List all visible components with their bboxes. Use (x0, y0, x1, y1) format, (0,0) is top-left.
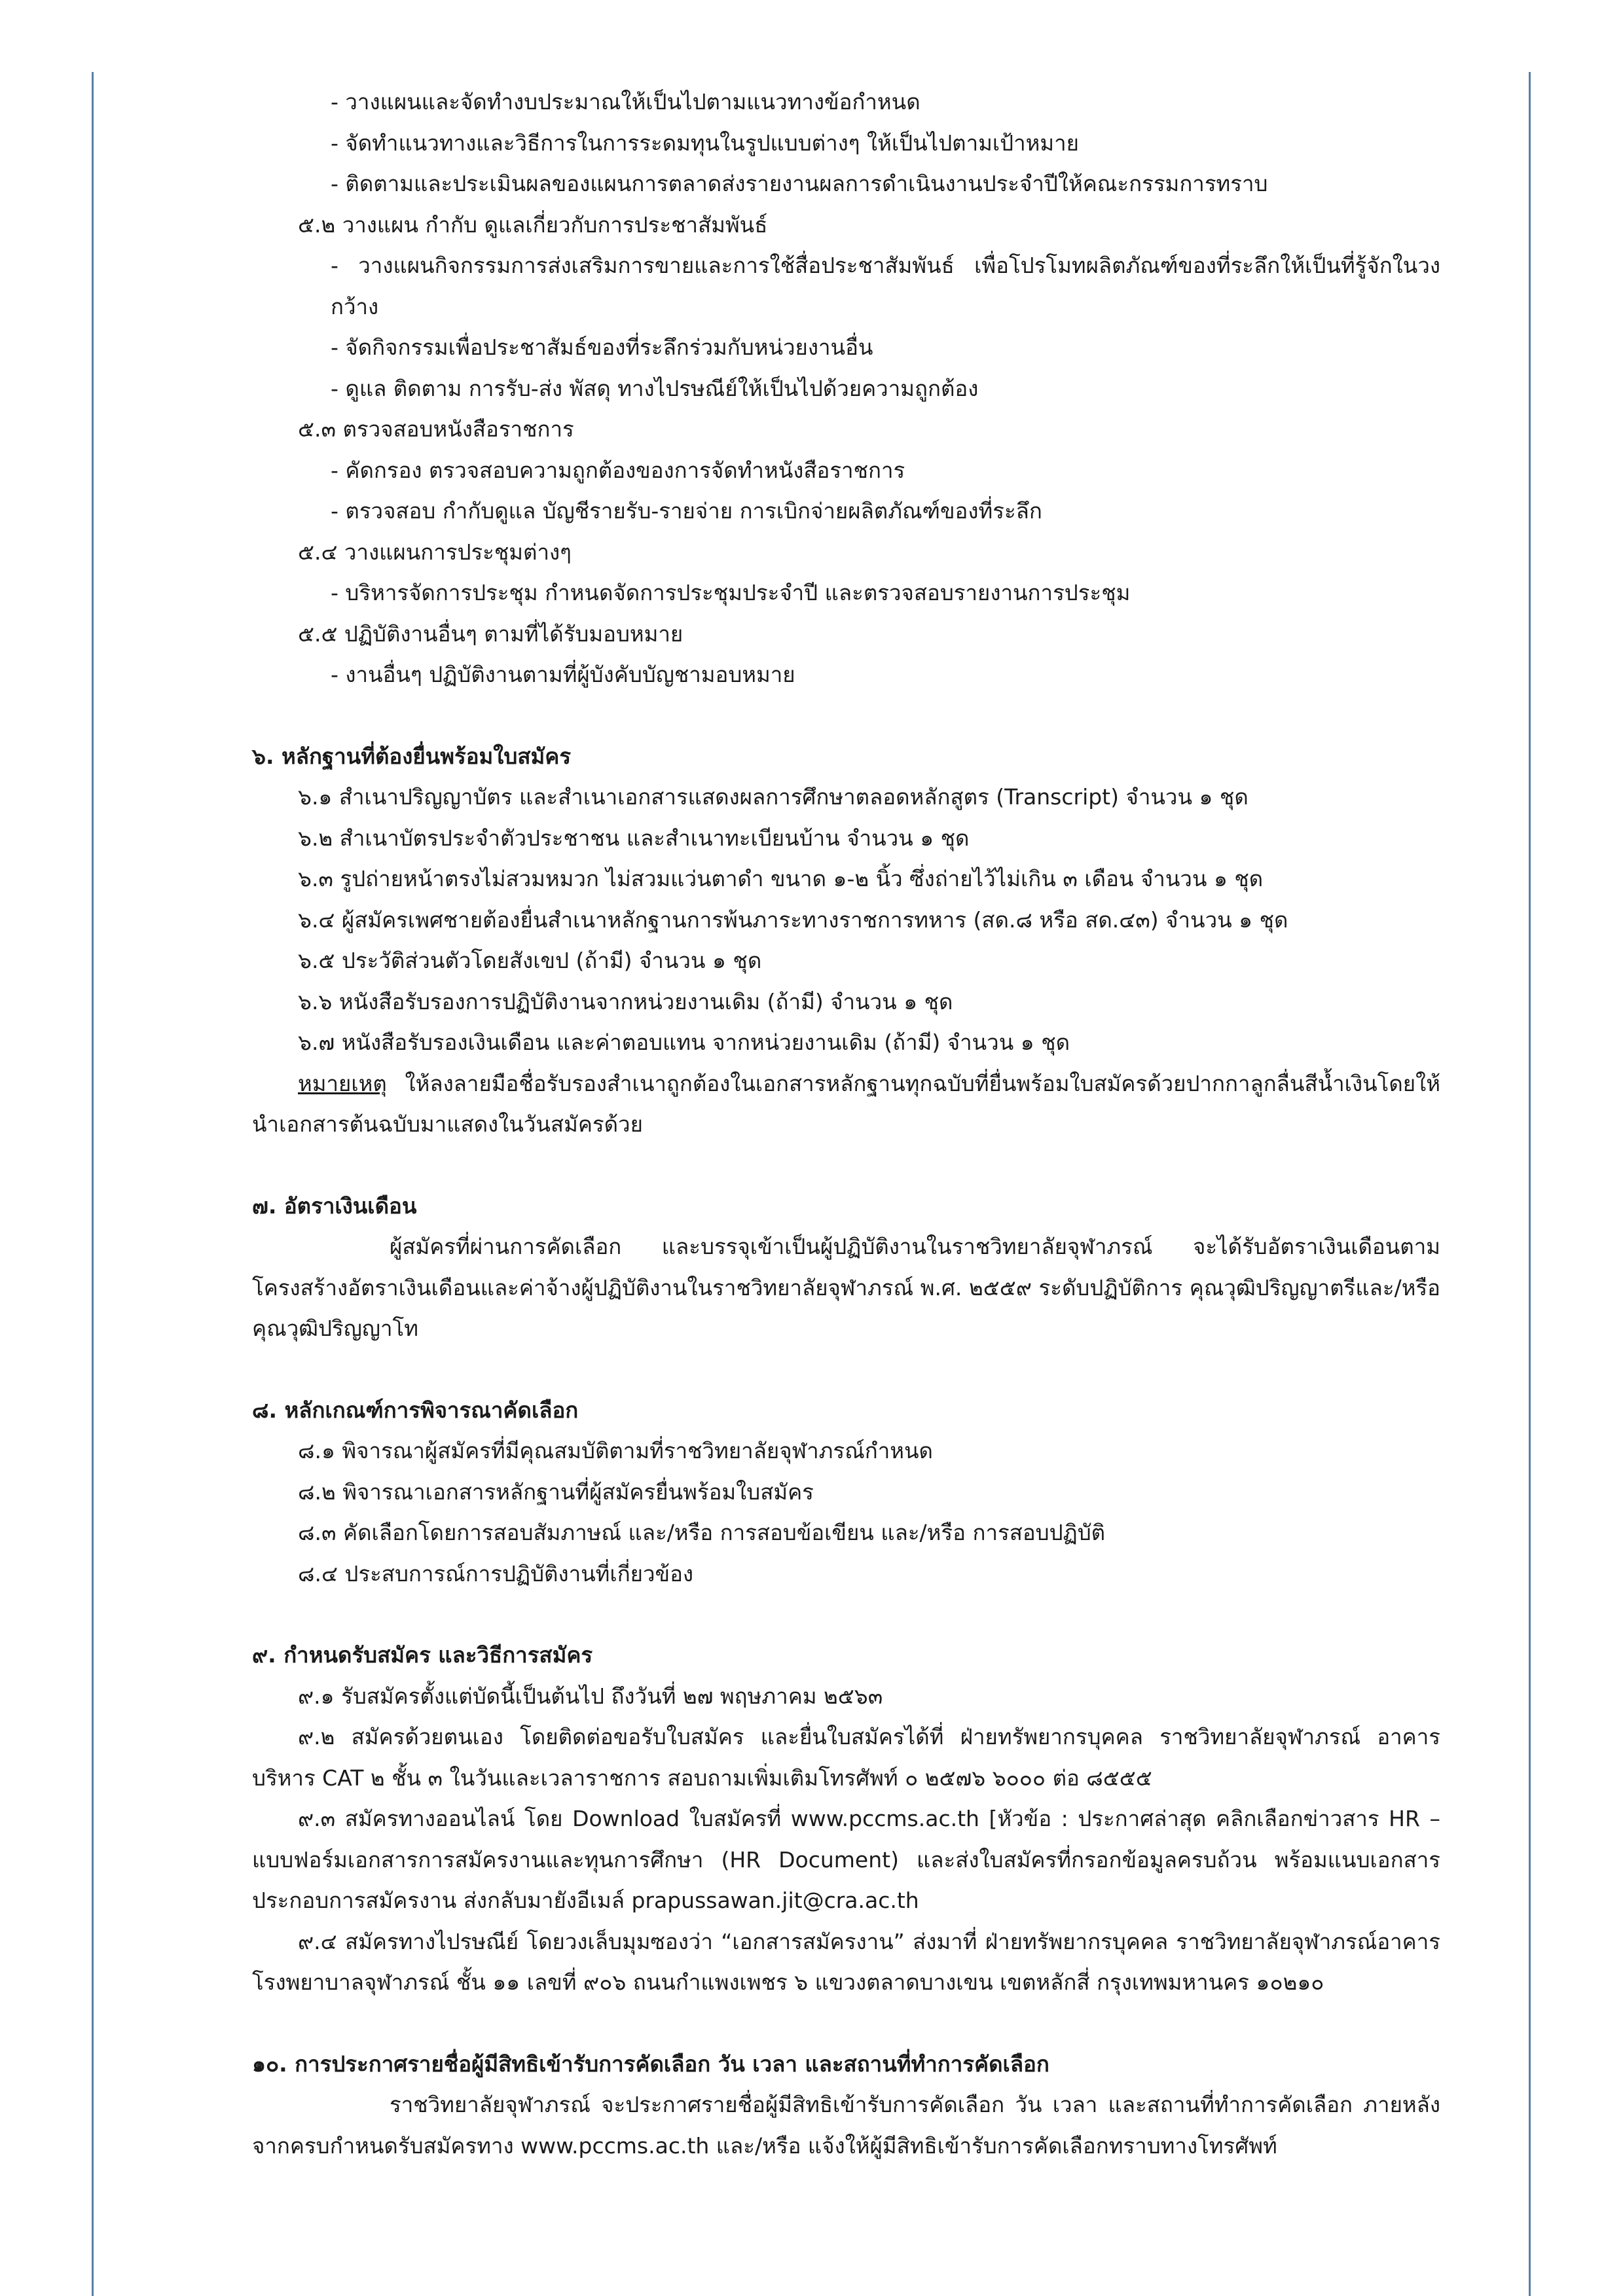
section-heading-8: ๘. หลักเกณฑ์การพิจารณาคัดเลือก (252, 1397, 579, 1423)
list-item: ๖.๓ รูปถ่ายหน้าตรงไม่สวมหมวก ไม่สวมแว่นตาดำ ขนาด ๑-๒ นิ้ว ซึ่งถ่ายไว้ไม่เกิน ๓ เดือน จำนวน ๑ ชุด (298, 866, 1264, 891)
note-text: ให้ลงลายมือชื่อรับรองสำเนาถูกต้องในเอกสารหลักฐานทุกฉบับที่ยื่นพร้อมใบสมัครด้วยปากกาลูกลื่นสีน้ำเงินโดยให้นำเอกสารต้นฉบับมาแสดงในวันสมัครด้วย (252, 1070, 1440, 1137)
list-item: ๙.๓ สมัครทางออนไลน์ โดย Download ใบสมัครที่ www.pccms.ac.th [หัวข้อ : ประกาศล่าสุด คลิกเลือกข่าวสาร HR – แบบฟอร์มเอกสารการสมัครงานและทุนการศึกษา (HR Document) และส่งใบสมัครที่กรอกข้อมูลครบถ้วน พร้อมแนบเอกสารประกอบการสมัครงาน ส่งกลับมายังอีเมล์ prapussawan.jit@cra.ac.th (252, 1806, 1440, 1913)
bullet-item: - บริหารจัดการประชุม กำหนดจัดการประชุมประจำปี และตรวจสอบรายงานการประชุม (331, 580, 1131, 605)
list-item: ๘.๒ พิจารณาเอกสารหลักฐานที่ผู้สมัครยื่นพร้อมใบสมัคร (298, 1479, 814, 1505)
bullet-item: - ติดตามและประเมินผลของแผนการตลาดส่งรายงานผลการดำเนินงานประจำปีให้คณะกรรมการทราบ (331, 171, 1268, 196)
salary-paragraph: ผู้สมัครที่ผ่านการคัดเลือก และบรรจุเข้าเป็นผู้ปฏิบัติงานในราชวิทยาลัยจุฬาภรณ์ จะได้รับอัตราเงินเดือนตามโครงสร้างอัตราเงินเดือนและค่าจ้างผู้ปฏิบัติงานในราชวิทยาลัยจุฬาภรณ์ พ.ศ. ๒๕๕๙ ระดับปฏิบัติการ คุณวุฒิปริญญาตรีและ/หรือ คุณวุฒิปริญญาโท (252, 1234, 1440, 1341)
section-heading-9: ๙. กำหนดรับสมัคร และวิธีการสมัคร (252, 1642, 593, 1668)
bullet-item: - วางแผนกิจกรรมการส่งเสริมการขายและการใช้สื่อประชาสัมพันธ์ เพื่อโปรโมทผลิตภัณฑ์ของที่ระลึกให้เป็นที่รู้จักในวงกว้าง (331, 253, 1440, 319)
list-item: ๖.๒ สำเนาบัตรประจำตัวประชาชน และสำเนาทะเบียนบ้าน จำนวน ๑ ชุด (298, 825, 970, 851)
list-item: ๖.๖ หนังสือรับรองการปฏิบัติงานจากหน่วยงานเดิม (ถ้ามี) จำนวน ๑ ชุด (298, 988, 953, 1014)
section-heading-6: ๖. หลักฐานที่ต้องยื่นพร้อมใบสมัคร (252, 743, 572, 769)
announcement-paragraph: ราชวิทยาลัยจุฬาภรณ์ จะประกาศรายชื่อผู้มีสิทธิเข้ารับการคัดเลือก วัน เวลา และสถานที่ทำการคัดเลือก ภายหลังจากครบกำหนดรับสมัครทาง www.pccms.ac.th และ/หรือ แจ้งให้ผู้มีสิทธิเข้ารับการคัดเลือกทราบทางโทรศัพท์ (252, 2092, 1440, 2159)
note-paragraph (252, 1064, 1440, 1145)
bullet-item: - ตรวจสอบ กำกับดูแล บัญชีรายรับ-รายจ่าย การเบิกจ่ายผลิตภัณฑ์ของที่ระลึก (331, 498, 1042, 524)
note-label: หมายเหตุ (298, 1070, 387, 1096)
list-item: ๖.๕ ประวัติส่วนตัวโดยสังเขป (ถ้ามี) จำนวน ๑ ชุด (298, 948, 762, 973)
list-item: ๘.๔ ประสบการณ์การปฏิบัติงานที่เกี่ยวข้อง (298, 1560, 694, 1587)
document-body (252, 82, 1440, 2166)
subsection-title: ๕.๔ วางแผนการประชุมต่างๆ (298, 539, 572, 565)
bullet-item: - จัดกิจกรรมเพื่อประชาสัมธ์ของที่ระลึกร่วมกับหน่วยงานอื่น (331, 334, 873, 360)
list-item: ๖.๑ สำเนาปริญญาบัตร และสำเนาเอกสารแสดงผลการศึกษาตลอดหลักสูตร (Transcript) จำนวน ๑ ชุด (298, 784, 1249, 810)
bullet-item: - คัดกรอง ตรวจสอบความถูกต้องของการจัดทำหนังสือราชการ (331, 457, 905, 483)
list-item: ๘.๑ พิจารณาผู้สมัครที่มีคุณสมบัติตามที่ราชวิทยาลัยจุฬาภรณ์กำหนด (298, 1438, 933, 1463)
list-item: ๙.๒ สมัครด้วยตนเอง โดยติดต่อขอรับใบสมัคร และยื่นใบสมัครได้ที่ ฝ่ายทรัพยากรบุคคล ราชวิทยาลัยจุฬาภรณ์ อาคารบริหาร CAT ๒ ชั้น ๓ ในวันและเวลาราชการ สอบถามเพิ่มเติมโทรศัพท์ ๐ ๒๕๗๖ ๖๐๐๐ ต่อ ๘๕๕๕ (252, 1724, 1440, 1791)
section-heading-10: ๑๐. การประกาศรายชื่อผู้มีสิทธิเข้ารับการคัดเลือก วัน เวลา และสถานที่ทำการคัดเลือก (252, 2051, 1049, 2077)
page-border-left (92, 72, 94, 2296)
list-item: ๘.๓ คัดเลือกโดยการสอบสัมภาษณ์ และ/หรือ การสอบข้อเขียน และ/หรือ การสอบปฏิบัติ (298, 1520, 1106, 1545)
list-item: ๖.๗ หนังสือรับรองเงินเดือน และค่าตอบแทน จากหน่วยงานเดิม (ถ้ามี) จำนวน ๑ ชุด (298, 1030, 1070, 1055)
bullet-item: - งานอื่นๆ ปฏิบัติงานตามที่ผู้บังคับบัญชามอบหมาย (331, 662, 795, 687)
list-item: ๙.๑ รับสมัครตั้งแต่บัดนี้เป็นต้นไป ถึงวันที่ ๒๗ พฤษภาคม ๒๕๖๓ (298, 1683, 883, 1709)
page-border-right (1529, 72, 1531, 2296)
bullet-item: - วางแผนและจัดทำงบประมาณให้เป็นไปตามแนวทางข้อกำหนด (331, 89, 921, 115)
subsection-title: ๕.๒ วางแผน กำกับ ดูแลเกี่ยวกับการประชาสัมพันธ์ (298, 211, 768, 238)
bullet-item: - จัดทำแนวทางและวิธีการในการระดมทุนในรูปแบบต่างๆ ให้เป็นไปตามเป้าหมาย (331, 130, 1080, 156)
bullet-item: - ดูแล ติดตาม การรับ-ส่ง พัสดุ ทางไปรษณีย์ให้เป็นไปด้วยความถูกต้อง (331, 375, 979, 401)
subsection-title: ๕.๓ ตรวจสอบหนังสือราชการ (298, 416, 574, 442)
list-item: ๙.๔ สมัครทางไปรษณีย์ โดยวงเล็บมุมซองว่า “เอกสารสมัครงาน” ส่งมาที่ ฝ่ายทรัพยากรบุคคล ราชวิทยาลัยจุฬาภรณ์อาคารโรงพยาบาลจุฬาภรณ์ ชั้น ๑๑ เลขที่ ๙๐๖ ถนนกำแพงเพชร ๖ แขวงตลาดบางเขน เขตหลักสี่ กรุงเทพมหานคร ๑๐๒๑๐ (252, 1928, 1440, 1995)
list-item: ๖.๔ ผู้สมัครเพศชายต้องยื่นสำเนาหลักฐานการพ้นภาระทางราชการทหาร (สด.๘ หรือ สด.๔๓) จำนวน ๑ ชุด (298, 906, 1288, 933)
subsection-title: ๕.๕ ปฏิบัติงานอื่นๆ ตามที่ได้รับมอบหมาย (298, 620, 684, 647)
section-heading-7: ๗. อัตราเงินเดือน (252, 1193, 417, 1219)
